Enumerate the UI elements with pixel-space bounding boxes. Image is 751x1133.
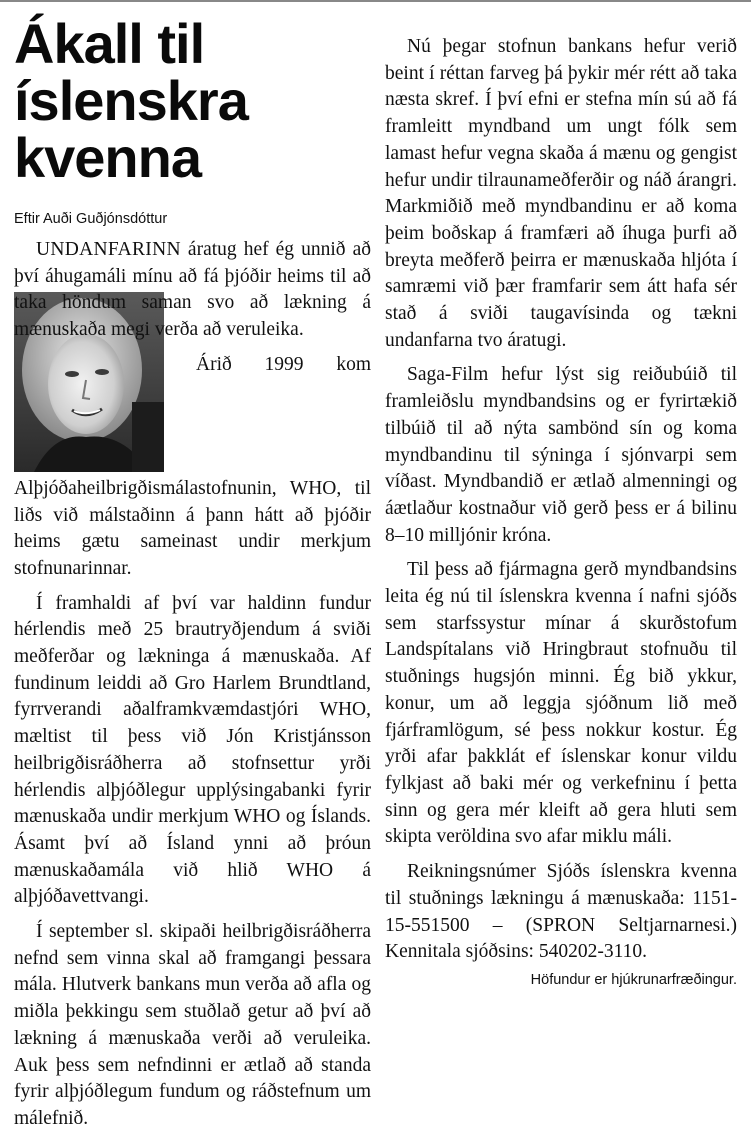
article-body-right [385,34,737,966]
body-paragraph: Saga-Film hefur lýst sig reiðubúið til framleiðslu myndbandsins og er fyrirtækið tilbúið til að nýta sambönd sín og koma myndbandinu til sýninga í sjónvarpi sem víðast. Myndbandið er ætlað almenningi og áætlaður kostnaður við gerð þess er á bilinu 8–10 milljónir króna. [385,364,737,546]
article-body-left [14,237,371,1133]
byline: Eftir Auði Guðjónsdóttur [14,211,168,227]
author-note: Höfundur er hjúkrunarfræðingur. [530,971,737,988]
body-paragraph: Nú þegar stofnun bankans hefur verið beint í réttan farveg þá þykir mér rétt að taka næsta skref. Í því efni er stefna mín sú að fá framleitt myndband um ungt fólk sem lamast hefur vegna skaða á mænu og gengist hefur undir tilraunameðferðir og náð árangri. Markmiðið með myndbandinu er að koma þeim boðskap á framfæri að íhuga þurfi að breyta meðferð þeirra er mænuskaða hljóta í samræmi við þær framfarir sem átt hafa sér stað á sviði taugavísinda og tækni undanfarna tvo áratugi. [385,36,737,351]
headline-line: Ákall til [14,12,205,75]
lead-paragraph [14,237,371,344]
body-paragraph: Í framhaldi af því var haldinn fundur hérlendis með 25 brautryðjendum á sviði meðferðar og lækninga á mænuskaða. Af fundinum leiddi að Gro Harlem Brundtland, fyrrverandi aðalframkvæmdastjóri WHO, mæltist til þess við Jón Kristjánsson heilbrigðisráðherra að stofnsettur yrði hérlendis alþjóðlegur upplýsingabanki fyrir mænuskaða undir merkjum WHO og Íslands. Ásamt því að Ísland ynni að þróun mænuskaðamála við hlið WHO á alþjóðavettvangi. [14,592,371,908]
body-paragraph: Árið 1999 kom Alþjóðaheilbrigðismálastofnunin, WHO, til liðs við málstaðinn á þann hátt að þjóðir heims gætu sameinast undir merkjum stofnunarinnar. [14,353,371,579]
lead-text: áratug hef ég unnið að því áhugamáli mínu að fá þjóðir heims til að taka höndum saman svo að lækning á mænuskaða megi verða að veruleika. [14,239,371,341]
left-column [14,0,371,1133]
account-info-paragraph: Reikningsnúmer Sjóðs íslenskra kvenna til stuðnings lækningu á mænuskaða: 1151-15-551500 – (SPRON Seltjarnarnesi.) Kennitala sjóðsins: 540202-3110. [385,861,737,963]
headline [14,12,371,189]
lead-word: UNDANFARINN [36,239,181,260]
right-column [385,0,737,988]
body-paragraph: Til þess að fjármagna gerð myndbandsins leita ég nú til íslenskra kvenna í nafni sjóðs sem starfssystur mínar á skurðstofum Landspítalans við Hringbraut stofnuðu til stuðnings hugsjón minni. Ég bið ykkur, konur, um að leggja sjóðnum lið með fjárframlögum, sé þess nokkur kostur. Ég yrði afar þakklát ef íslenskar konur vildu fylkjast að baki mér og verkefninu í þetta sinn og gera mér kleift að gera hluti sem skipta veröldina svo afar miklu máli. [385,559,737,848]
body-paragraph: Í september sl. skipaði heilbrigðisráðherra nefnd sem vinna skal að framgangi þessara mála. Hlutverk bankans mun verða að afla og miðla þekkingu sem stuðlað getur að því að lækning á mænuskaða verði að veruleika. Auk þess sem nefndinni er ætlað að standa fyrir alþjóðlegum fundum og ráðstefnum um málefnið. [14,921,371,1129]
headline-line: íslenskra [14,69,248,132]
headline-line: kvenna [14,126,201,189]
